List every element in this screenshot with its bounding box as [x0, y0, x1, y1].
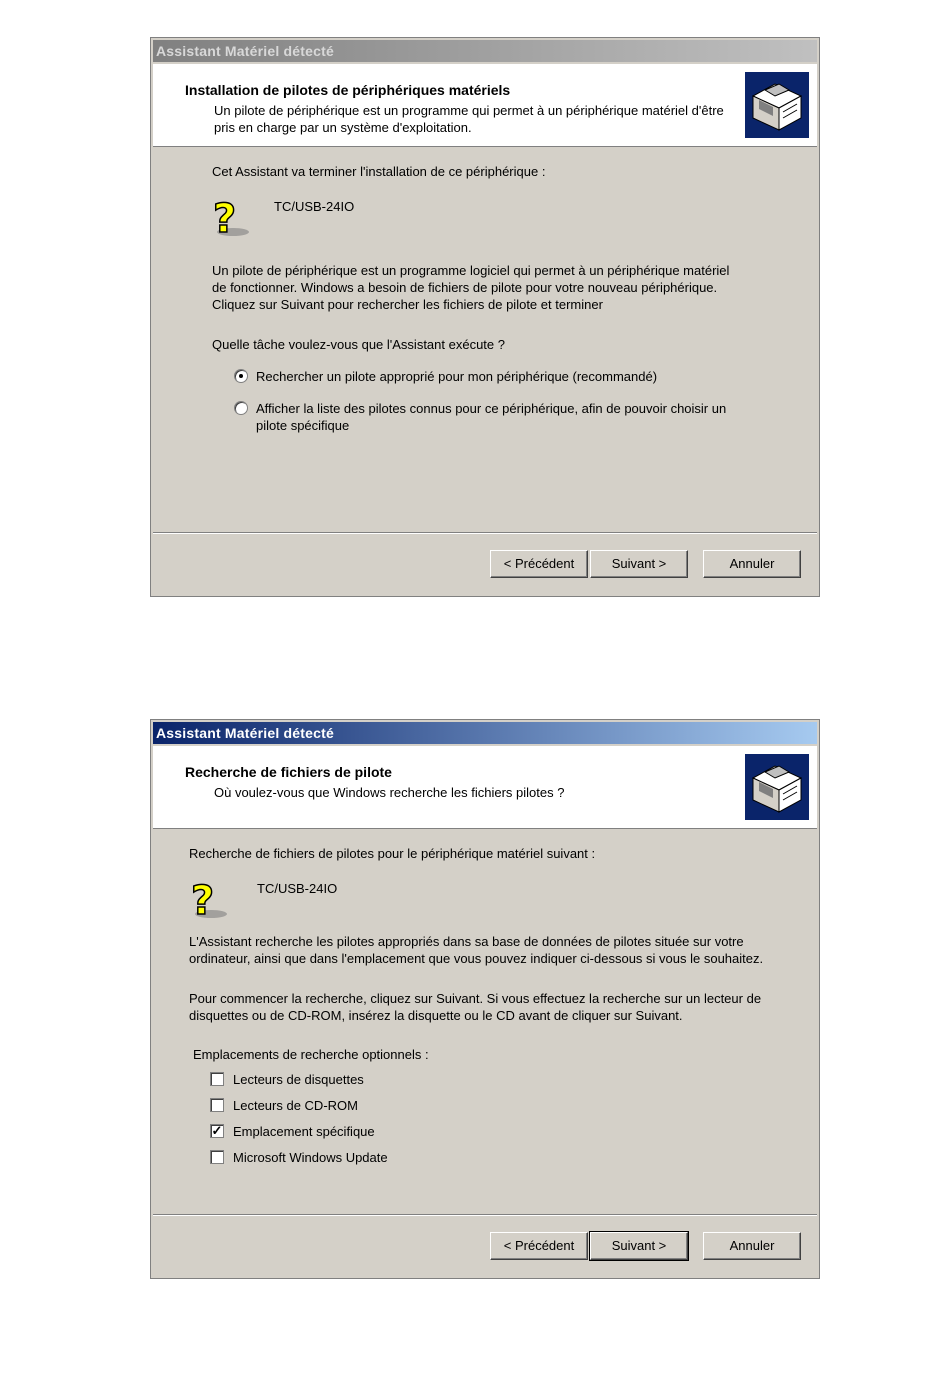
back-button[interactable]: < Précédent: [490, 550, 588, 578]
button-separator: [153, 1214, 817, 1216]
button-separator: [153, 532, 817, 534]
checkbox-cdrom-drives[interactable]: [210, 1098, 224, 1112]
next-button[interactable]: Suivant >: [590, 1232, 688, 1260]
checkbox-specific-location[interactable]: ✓: [211, 1123, 223, 1138]
cancel-button[interactable]: Annuler: [703, 550, 801, 578]
device-name: TC/USB-24IO: [257, 881, 338, 896]
intro-text: Recherche de fichiers de pilotes pour le périphérique matériel suivant :: [189, 846, 596, 861]
unknown-device-question-icon: [209, 194, 253, 240]
wizard-header: [153, 746, 817, 829]
back-button[interactable]: < Précédent: [490, 1232, 588, 1260]
description-text: Un pilote de périphérique est un programme logiciel qui permet à un périphérique matériel de fonctionner. Windows a besoin de fichiers de pilote pour votre nouveau périphérique. Cliquez sur Suivant pour rechercher les fichiers de pilote et terminer: [212, 263, 730, 312]
description-text-1: L'Assistant recherche les pilotes appropriés dans sa base de données de pilotes située sur votre ordinateur, ainsi que dans l'emplacement que vous pouvez indiquer ci-dessous si vous le souhaitez.: [189, 934, 764, 966]
next-button[interactable]: Suivant >: [590, 550, 688, 578]
title-bar[interactable]: Assistant Matériel détecté: [153, 40, 817, 62]
hardware-wizard-icon: [745, 72, 809, 138]
hardware-wizard-icon: [745, 754, 809, 820]
checkbox-windows-update[interactable]: [210, 1150, 224, 1164]
header-subtitle: Un pilote de périphérique est un programme qui permet à un périphérique matériel d'être pris en charge par un système d'exploitation.: [214, 103, 724, 135]
hardware-wizard-dialog-1: [150, 37, 820, 597]
unknown-device-question-icon: [187, 876, 231, 922]
optional-locations-label: Emplacements de recherche optionnels :: [193, 1047, 429, 1062]
title-bar[interactable]: Assistant Matériel détecté: [153, 722, 817, 744]
radio-show-driver-list[interactable]: [234, 401, 248, 415]
header-subtitle: Où voulez-vous que Windows recherche les fichiers pilotes ?: [214, 785, 565, 800]
radio-search-driver[interactable]: [234, 369, 248, 383]
cancel-button[interactable]: Annuler: [703, 1232, 801, 1260]
hardware-wizard-dialog-2: [150, 719, 820, 1279]
radio-label-search-driver[interactable]: Rechercher un pilote approprié pour mon périphérique (recommandé): [256, 369, 658, 384]
header-title: Installation de pilotes de périphériques matériels: [185, 82, 511, 98]
question-text: Quelle tâche voulez-vous que l'Assistant exécute ?: [212, 337, 505, 352]
radio-label-show-driver-list[interactable]: Afficher la liste des pilotes connus pour ce périphérique, afin de pouvoir choisir un pilote spécifique: [256, 401, 727, 433]
wizard-header: [153, 64, 817, 147]
checkbox-label-cdrom-drives[interactable]: Lecteurs de CD-ROM: [233, 1098, 358, 1113]
checkbox-floppy-drives[interactable]: [210, 1072, 224, 1086]
intro-text: Cet Assistant va terminer l'installation de ce périphérique :: [212, 164, 546, 179]
checkbox-label-windows-update[interactable]: Microsoft Windows Update: [233, 1150, 388, 1165]
header-title: Recherche de fichiers de pilote: [185, 764, 392, 780]
svg-text:?: ?: [213, 196, 237, 240]
checkbox-label-specific-location[interactable]: Emplacement spécifique: [233, 1124, 375, 1139]
checkbox-label-floppy-drives[interactable]: Lecteurs de disquettes: [233, 1072, 364, 1087]
svg-text:?: ?: [191, 878, 215, 922]
device-name: TC/USB-24IO: [274, 199, 355, 214]
description-text-2: Pour commencer la recherche, cliquez sur Suivant. Si vous effectuez la recherche sur un lecteur de disquettes ou de CD-ROM, insérez la disquette ou le CD avant de cliquer sur Suivant.: [189, 991, 762, 1023]
